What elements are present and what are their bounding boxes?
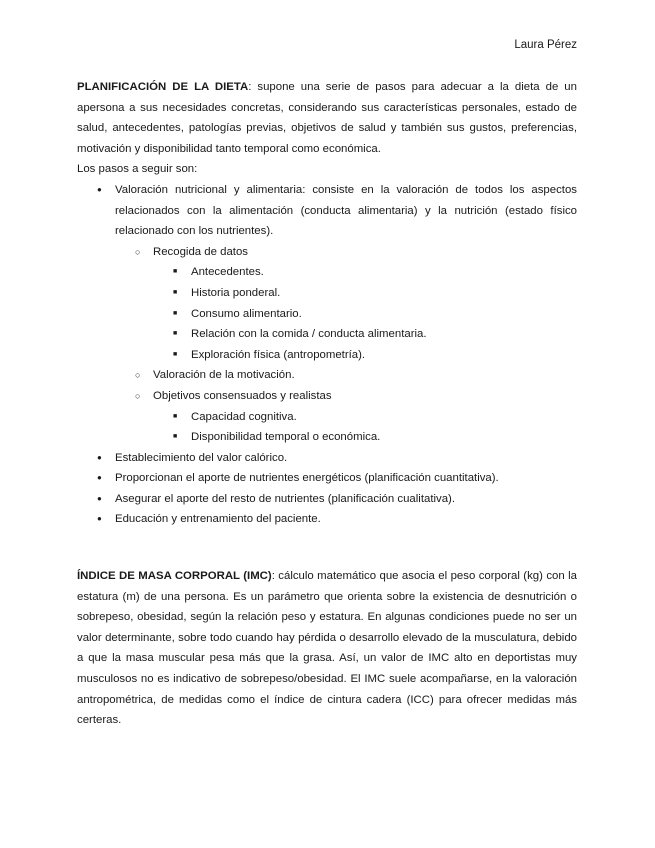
steps-intro: Los pasos a seguir son: xyxy=(77,163,198,176)
planificacion-body: : supone una serie de pasos para adecuar a la dieta de un apersona a sus necesidades concretas, considerando sus características personales, estado de salud, antecedentes, patologías previas, objetivos de salud y también sus gustos, preferencias, motivación y disponibilidad tanto temporal como económica. xyxy=(77,81,577,155)
objetivos-sublist xyxy=(153,407,577,448)
planificacion-paragraph xyxy=(77,77,577,159)
list-item xyxy=(115,365,577,386)
step-resto: Asegurar el aporte del resto de nutrientes (planificación cualitativa). xyxy=(115,492,456,505)
step-valoracion: Valoración nutricional y alimentaria: consiste en la valoración de todos los aspectos relacionados con la alimentación (conducta alimentaria) y la nutrición (estado físico relacionado con los nutrientes). xyxy=(115,183,577,238)
step-educacion: Educación y entrenamiento del paciente. xyxy=(115,513,321,526)
list-item: ■ Exploración física (antropometría). xyxy=(153,345,577,366)
list-item xyxy=(77,509,577,530)
recogida-sublist xyxy=(153,262,577,365)
list-item xyxy=(115,242,577,366)
list-item: ■ Relación con la comida / conducta alimentaria. xyxy=(153,324,577,345)
list-item xyxy=(77,468,577,489)
list-item: ■ Capacidad cognitiva. xyxy=(153,407,577,428)
valoracion-sublist xyxy=(115,242,577,448)
imc-paragraph xyxy=(77,566,577,731)
imc-title: ÍNDICE DE MASA CORPORAL (IMC) xyxy=(77,570,272,582)
section-planificacion xyxy=(77,77,577,530)
list-item xyxy=(115,386,577,448)
step-recogida: Recogida de datos xyxy=(153,245,248,258)
step-objetivos: Objetivos consensuados y realistas xyxy=(153,389,332,402)
step-calorico: Establecimiento del valor calórico. xyxy=(115,451,288,464)
steps-list xyxy=(77,180,577,530)
author-name: Laura Pérez xyxy=(514,39,577,51)
list-item: ■ Historia ponderal. xyxy=(153,283,577,304)
list-item: ■ Consumo alimentario. xyxy=(153,304,577,325)
list-item: ■ Disponibilidad temporal o económica. xyxy=(153,427,577,448)
step-motivacion: Valoración de la motivación. xyxy=(153,369,295,382)
step-energeticos: Proporcionan el aporte de nutrientes energéticos (planificación cuantitativa). xyxy=(115,472,499,485)
imc-body: : cálculo matemático que asocia el peso corporal (kg) con la estatura (m) de una persona. Es un parámetro que orienta sobre la existencia de desnutrición o sobrepeso, obesidad, según la relación peso y estatura. En algunas condiciones puede no ser un valor determinante, sobre todo cuando hay pérdida o desarrollo elevado de la musculatura, debido a que la masa muscular pesa más que la grasa. Así, un valor de IMC alto en deportistas muy musculosos no es indicativo de sobrepeso/obesidad. El IMC suele acompañarse, en la valoración antropométrica, de medidas como el índice de cintura cadera (ICC) para ofrecer medidas más certeras. xyxy=(77,570,577,727)
list-item xyxy=(77,448,577,469)
list-item: ■ Antecedentes. xyxy=(153,262,577,283)
list-item xyxy=(77,489,577,510)
planificacion-title: PLANIFICACIÓN DE LA DIETA xyxy=(77,81,249,93)
list-item xyxy=(77,180,577,448)
section-imc xyxy=(77,566,577,731)
